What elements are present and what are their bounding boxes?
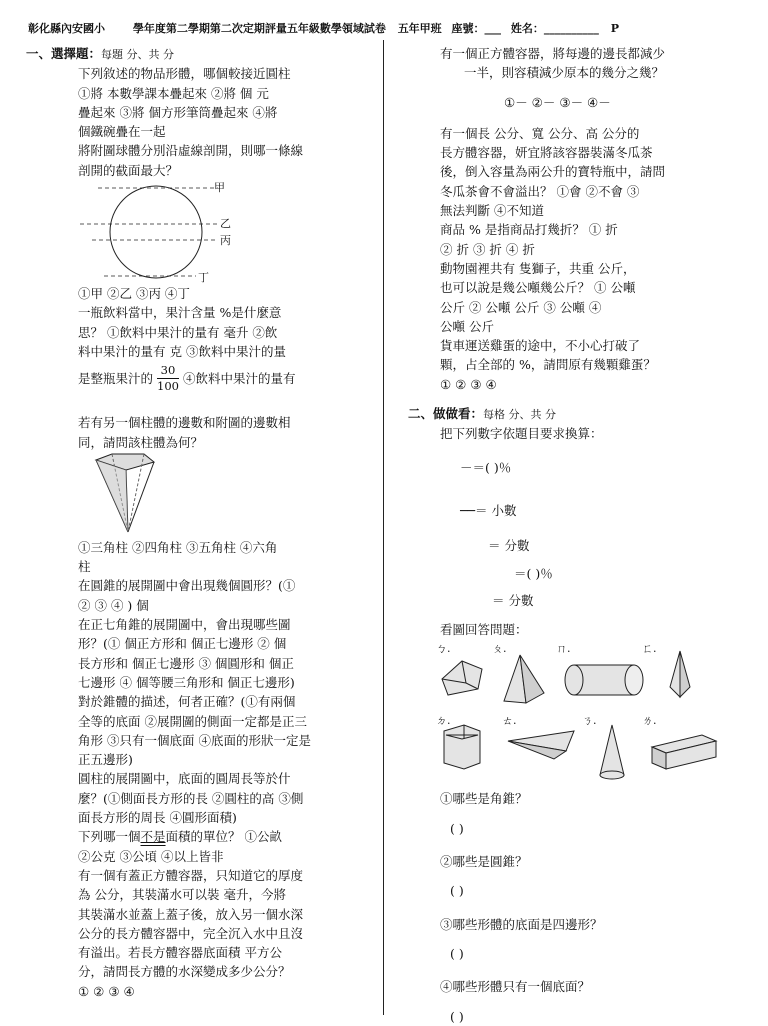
question-text: 長方形和 個正七邊形 ③ 個圓形和 個正: [78, 655, 294, 671]
shape-m-cylinder: [565, 665, 643, 695]
sphere-label-bing: 丙: [220, 234, 231, 248]
question-text: 料中果汁的量有 克 ③飲料中果汁的量: [78, 343, 286, 359]
answer-options: ①－ ②－ ③－ ④－: [504, 94, 611, 110]
question-text: 顆，占全部的 %，請問原有幾顆雞蛋？: [440, 357, 656, 373]
question-text: 面長方形的周長 ④圓形面積): [78, 810, 237, 826]
seat-field[interactable]: 座號：___: [451, 22, 502, 35]
question-text: ②哪些是圓錐？: [440, 854, 528, 870]
page-mark: P: [610, 22, 619, 35]
exam-title: 學年度第二學期第二次定期評量五年級數學領域試卷: [132, 22, 386, 35]
conversion-row[interactable]: ──＝ 小數: [460, 502, 517, 518]
question-text: 全等的底面 ②展開圖的側面一定都是正三: [78, 713, 307, 729]
class-label: 五年甲班: [397, 22, 442, 35]
answer-options: 柱: [78, 559, 91, 575]
question-text: 後，倒入容量為兩公升的寶特瓶中，請問: [440, 164, 666, 180]
conversion-row[interactable]: ＝ 分數: [492, 592, 534, 608]
question-text: 圓柱的展開圖中，底面的圓周長等於什: [78, 771, 291, 787]
question-text: 分，請問長方體的水深變成多少公分？: [78, 964, 291, 980]
answer-blank[interactable]: ( ): [450, 883, 464, 899]
section-1-heading: 一、選擇題：每題 分、共 分: [26, 46, 175, 61]
conversion-row[interactable]: ＝ 分數: [488, 538, 530, 554]
question-text: 若有另一個柱體的邊數和附圖的邊數相: [78, 415, 291, 431]
question-text: 七邊形 ④ 個等腰三角形和 個正七邊形): [78, 674, 295, 690]
question-text: 為 公分，其裝滿水可以裝 毫升，今將: [78, 887, 286, 903]
right-column: [408, 44, 730, 1026]
question-text: 無法判斷 ④不知道: [440, 203, 544, 219]
answer-options: ①甲 ②乙 ③丙 ④丁: [78, 286, 190, 302]
sphere-label-ding: 丁: [198, 271, 209, 285]
question-text: 在圓錐的展開圖中會出現幾個圓形？(①: [78, 578, 296, 594]
sphere-outline: [110, 186, 202, 278]
shapes-diagram: [426, 639, 726, 789]
shape-d-prism: [444, 725, 480, 769]
column-divider: [383, 40, 384, 1015]
fraction-30-100: $\frac{30}{100}$: [157, 362, 179, 393]
question-text: 角形 ③只有一個底面 ④底面的形狀一定是: [78, 732, 311, 748]
answer-blank[interactable]: ( ): [450, 1008, 464, 1024]
question-text: 公斤 ② 公噸 公斤 ③ 公噸 ④: [440, 299, 602, 315]
conversion-row[interactable]: －＝( )％: [460, 459, 512, 475]
question-text: 有溢出。若長方體容器底面積 平方公: [78, 945, 282, 961]
shape-label: ㄋ.: [582, 714, 597, 728]
answer-blank[interactable]: ( ): [450, 820, 464, 836]
shapes-figure: [426, 639, 730, 789]
question-text: 剖開的截面最大？: [78, 162, 179, 178]
question-text: ② ③ ④ ) 個: [78, 597, 149, 613]
question-text: ①將 本數學課本疊起來 ②將 個 元: [78, 85, 269, 101]
section-2-heading: 二、做做看：每格 分、共 分: [408, 406, 557, 422]
question-text: 正五邊形): [78, 752, 133, 768]
answer-blank[interactable]: ( ): [450, 945, 464, 961]
question-text: ②公克 ③公頃 ④以上皆非: [78, 848, 224, 864]
question-text: 動物園裡共有 隻獅子，共重 公斤，: [440, 260, 636, 276]
shape-f-pyramid: [670, 651, 690, 697]
question-text: 一瓶飲料當中，果汁含量 %是什麼意: [78, 305, 282, 321]
question-text: 商品 % 是指商品打幾折？ ① 折: [440, 222, 618, 238]
shape-label: ㄅ.: [436, 642, 451, 656]
question-text: ② 折 ③ 折 ④ 折: [440, 241, 535, 257]
shape-label: ㄉ.: [436, 714, 451, 728]
question-text: ④哪些形體只有一個底面？: [440, 979, 591, 995]
question-text: 一半，則容積減少原本的幾分之幾？: [464, 65, 665, 81]
sphere-label-yi: 乙: [220, 217, 231, 231]
question-text: 個鐵碗疊在一起: [78, 124, 166, 140]
question-text: 對於錐體的描述，何者正確？(①有兩個: [78, 694, 296, 710]
sphere-label-jia: 甲: [214, 181, 225, 195]
shape-l-box: [652, 735, 716, 769]
question-text: 把下列數字依題目要求換算：: [440, 426, 603, 442]
question-text: 公分的長方體容器中，完全沉入水中且沒: [78, 925, 304, 941]
question-text: 同，請問該柱體為何？: [78, 434, 204, 450]
answer-options: ① ② ③ ④: [440, 376, 497, 392]
question-text: 形？(① 個正方形和 個正七邊形 ② 個: [78, 636, 287, 652]
question-text: 思？ ①飲料中果汁的量有 毫升 ②飲: [78, 324, 278, 340]
shape-t-pyramid: [508, 731, 574, 759]
question-text: 有一個長 公分、寬 公分、高 公分的: [440, 125, 640, 141]
shape-p-pyramid: [504, 655, 544, 703]
question-text: 下列敘述的物品形體，哪個較接近圓柱: [78, 66, 291, 82]
question-text: 貨車運送雞蛋的途中，不小心打破了: [440, 338, 641, 354]
question-text: 麼？(①側面長方形的長 ②圓柱的高 ③側: [78, 790, 304, 806]
figure-prompt: 看圖回答問題：: [440, 622, 528, 638]
emphasis-not: 不是: [140, 829, 166, 845]
juice-fraction-line: 是整瓶果汁的 $\frac{30}{100}$ ④飲料中果汁的量有: [78, 362, 296, 393]
shape-label: ㄊ.: [502, 714, 517, 728]
answer-options: ① ② ③ ④: [78, 983, 135, 999]
shape-label: ㄇ.: [556, 642, 571, 656]
left-column: [26, 44, 368, 1001]
exam-header: [28, 20, 748, 36]
question-text: ③哪些形體的底面是四邊形？: [440, 916, 603, 932]
question-text: 其裝滿水並蓋上蓋子後，放入另一個水深: [78, 906, 304, 922]
shape-label: ㄆ.: [492, 642, 507, 656]
question-text: 也可以說是幾公噸幾公斤？ ① 公噸: [440, 280, 636, 296]
question-text: 長方體容器，妍宜將該容器裝滿冬瓜茶: [440, 145, 653, 161]
question-text: 疊起來 ③將 個方形筆筒疊起來 ④將: [78, 104, 278, 120]
shape-n-cone: [600, 725, 624, 779]
question-text: ①哪些是角錐？: [440, 791, 528, 807]
question-text: 有一個正方體容器，將每邊的邊長都減少: [440, 46, 666, 61]
question-text: 有一個有蓋正方體容器，只知道它的厚度: [78, 867, 304, 883]
pentagonal-pyramid-diagram: [92, 452, 162, 536]
sphere-figure: [78, 180, 368, 284]
shape-label: ㄈ.: [642, 642, 657, 656]
question-text: 下列哪一個不是面積的單位？ ①公畝: [78, 829, 283, 845]
school-name: 彰化縣內安國小: [28, 22, 105, 35]
question-text: 冬瓜茶會不會溢出？ ①會 ②不會 ③: [440, 183, 640, 199]
shape-label: ㄌ.: [642, 714, 657, 728]
answer-options: ①三角柱 ②四角柱 ③五角柱 ④六角: [78, 539, 278, 555]
pyramid-figure: [78, 452, 368, 538]
conversion-row[interactable]: ＝( )％: [514, 565, 553, 581]
question-text: 在正七角錐的展開圖中，會出現哪些圖: [78, 617, 291, 633]
shape-b-polyhedron: [442, 661, 482, 695]
question-text: 公噸 公斤: [440, 318, 494, 334]
name-field[interactable]: 姓名：__________: [510, 22, 599, 35]
question-text: 將附圖球體分別沿虛線剖開，則哪一條線: [78, 143, 304, 159]
